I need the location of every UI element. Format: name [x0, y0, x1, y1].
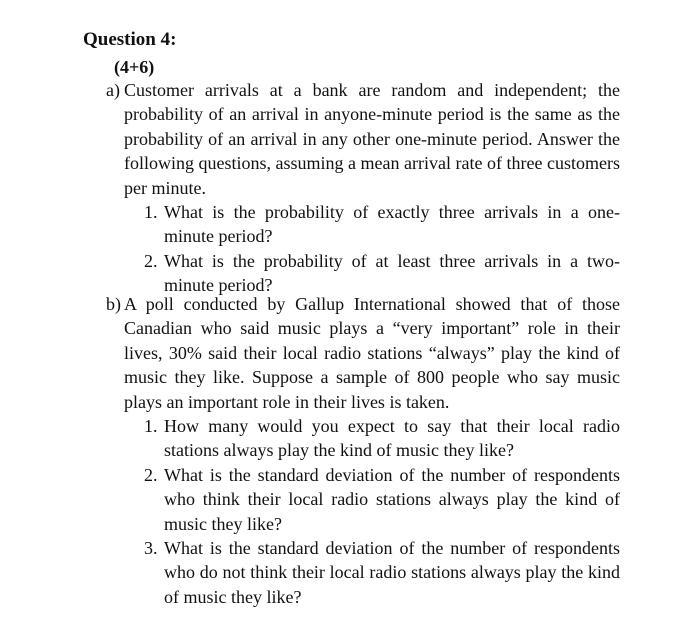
part-b-subquestions [144, 414, 620, 609]
part-a-text: Customer arrivals at a bank are random and independent; the probability of an arrival in anyone-minute period is the same as the probability of an arrival in any other one-minute period. Answer the following questions, assuming a mean arrival rate of three customers per minute. [124, 80, 620, 198]
part-b-item-3-text: What is the standard deviation of the number of respondents who do not think their local radio stations always play the kind of music they like? [164, 538, 620, 607]
part-b-item-2 [144, 463, 620, 536]
part-a [106, 78, 620, 298]
part-b-label: b) [106, 294, 121, 314]
question-title: Question 4: [83, 29, 177, 50]
part-a-subquestions [144, 200, 620, 298]
part-b-item-2-text: What is the standard deviation of the number of respondents who think their local radio stations always play the kind of music they like? [164, 464, 620, 534]
part-a-item-1-num: 1. [144, 202, 158, 223]
part-b-item-1-num: 1. [144, 416, 158, 437]
part-a-label: a) [106, 80, 120, 100]
part-a-item-2-text: What is the probability of at least three arrivals in a two-minute period? [164, 250, 620, 296]
part-a-item-2 [144, 249, 620, 298]
part-a-item-1 [144, 200, 620, 249]
part-b-item-3-num: 3. [144, 538, 158, 559]
part-b-text: A poll conducted by Gallup International showed that of those Canadian who said music plays a “very important” role in their lives, 30% said their local radio stations “always” play the kind of music they like. Suppose a sample of 800 people who say music plays an important role in their lives is taken. [124, 294, 620, 412]
part-b-item-3 [144, 536, 620, 609]
part-b-item-2-num: 2. [144, 464, 158, 485]
question-points: (4+6) [114, 57, 155, 77]
part-b-body [106, 292, 620, 414]
part-a-item-2-num: 2. [144, 250, 158, 271]
part-b-item-1 [144, 414, 620, 463]
part-b-item-1-text: How many would you expect to say that their local radio stations always play the kind of music they like? [164, 416, 620, 461]
part-a-item-1-text: What is the probability of exactly three arrivals in a one-minute period? [164, 202, 620, 247]
part-b [106, 292, 620, 609]
part-a-body [106, 78, 620, 200]
